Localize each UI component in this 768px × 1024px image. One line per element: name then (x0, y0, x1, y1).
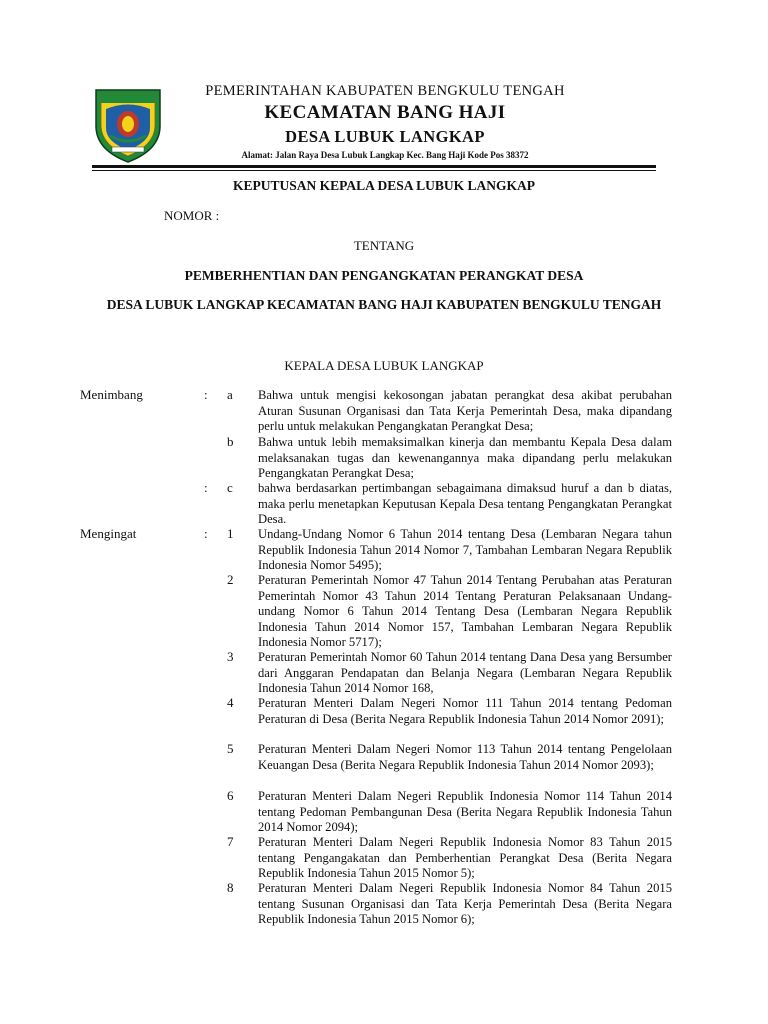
mengingat-marker-5: 5 (227, 741, 234, 756)
mengingat-marker-4: 4 (227, 695, 234, 710)
letterhead-village: DESA LUBUK LANGKAP (285, 127, 485, 146)
menimbang-item-c: bahwa berdasarkan pertimbangan sebagaimana dimaksud huruf a dan b diatas, maka perlu menetapkan Keputusan Kepala Desa tentang Pengangkatan Perangkat Desa. (258, 481, 672, 526)
menimbang-colon-a: : (204, 387, 208, 402)
menimbang-marker-a: a (227, 387, 233, 402)
decree-subject-line-1: PEMBERHENTIAN DAN PENGANGKATAN PERANGKAT DESA (184, 268, 584, 283)
decree-subject-line-2: DESA LUBUK LANGKAP KECAMATAN BANG HAJI KABUPATEN BENGKULU TENGAH (106, 297, 662, 312)
menimbang-marker-c: c (227, 480, 233, 495)
decree-about: TENTANG (353, 238, 415, 253)
mengingat-item-5: Peraturan Menteri Dalam Negeri Nomor 113 Tahun 2014 tentang Pengelolaan Keuangan Desa (Berita Negara Republik Indonesia Tahun 2014 Nomor 2093); (258, 742, 672, 772)
section-label-mengingat: Mengingat (80, 526, 137, 541)
mengingat-marker-3: 3 (227, 649, 234, 664)
letterhead-rule-thin (92, 170, 656, 171)
menimbang-item-b: Bahwa untuk lebih memaksimalkan kinerja dan membantu Kepala Desa dalam melaksanakan tugas dan kewenangannya maka dipandang perlu melakukan Pengangkatan Perangkat Desa; (258, 435, 672, 480)
decree-title: KEPUTUSAN KEPALA DESA LUBUK LANGKAP (232, 178, 536, 193)
mengingat-item-4: Peraturan Menteri Dalam Negeri Nomor 111 Tahun 2014 tentang Pedoman Peraturan di Desa (Berita Negara Republik Indonesia Tahun 2014 Nomor 2091); (258, 696, 672, 726)
mengingat-item-2: Peraturan Pemerintah Nomor 47 Tahun 2014 Tentang Perubahan atas Peraturan Pemerintah Nomor 43 Tahun 2014 Tentang Peraturan Pelaksanaan Undang-undang Nomor 6 Tahun 2014 Tentang Desa (Lembaran Negara Republik Indonesia Tahun 2014 Nomor 157, Tambahan Lembaran Negara Republik Indonesia Nomor 5717); (258, 573, 672, 649)
mengingat-marker-7: 7 (227, 834, 234, 849)
decree-number-label: NOMOR : (164, 208, 220, 223)
mengingat-marker-8: 8 (227, 880, 234, 895)
mengingat-item-6: Peraturan Menteri Dalam Negeri Republik Indonesia Nomor 114 Tahun 2014 tentang Pedoman Pembangunan Desa (Berita Negara Republik Indonesia Tahun 2014 Nomor 2094); (258, 789, 672, 834)
mengingat-marker-6: 6 (227, 788, 234, 803)
letterhead-district: KECAMATAN BANG HAJI (264, 102, 506, 123)
menimbang-colon-c: : (204, 480, 208, 495)
letterhead-rule-thick (92, 165, 656, 168)
mengingat-item-7: Peraturan Menteri Dalam Negeri Republik Indonesia Nomor 83 Tahun 2015 tentang Pengangakatan dan Pemberhentian Perangkat Desa (Berita Negara Republik Indonesia Tahun 2015 Nomor 5); (258, 835, 672, 880)
mengingat-item-1: Undang-Undang Nomor 6 Tahun 2014 tentang Desa (Lembaran Negara tahun Republik Indonesia Tahun 2014 Nomor 7, Tambahan Lembaran Negara Republik Indonesia Nomor 5495); (258, 527, 672, 572)
mengingat-item-3: Peraturan Pemerintah Nomor 60 Tahun 2014 tentang Dana Desa yang Bersumber dari Anggaran Pendapatan dan Belanja Negara (Lembaran Negara Republik Indonesia Tahun 2014 Nomor 168, (258, 650, 672, 695)
menimbang-marker-b: b (227, 434, 234, 449)
letterhead-address: Alamat: Jalan Raya Desa Lubuk Langkap Kec. Bang Haji Kode Pos 38372 (241, 150, 529, 160)
mengingat-colon: : (204, 526, 208, 541)
mengingat-marker-1: 1 (227, 526, 234, 541)
letterhead-regency: PEMERINTAHAN KABUPATEN BENGKULU TENGAH (205, 83, 565, 99)
mengingat-item-8: Peraturan Menteri Dalam Negeri Republik Indonesia Nomor 84 Tahun 2015 tentang Susunan Organisasi dan Tata Kerja Pemerintah Desa (Berita Negara Republik Indonesia Tahun 2015 Nomor 6); (258, 881, 672, 926)
decree-issuer: KEPALA DESA LUBUK LANGKAP (284, 358, 484, 373)
section-label-menimbang: Menimbang (80, 387, 143, 402)
regency-coat-of-arms-icon (92, 84, 164, 164)
mengingat-marker-2: 2 (227, 572, 234, 587)
menimbang-item-a: Bahwa untuk mengisi kekosongan jabatan perangkat desa akibat perubahan Aturan Susunan Organisasi dan Tata Kerja Pemerintah Desa, maka dipandang perlu untuk melakukan Pengangkatan Perangkat Desa; (258, 388, 672, 433)
